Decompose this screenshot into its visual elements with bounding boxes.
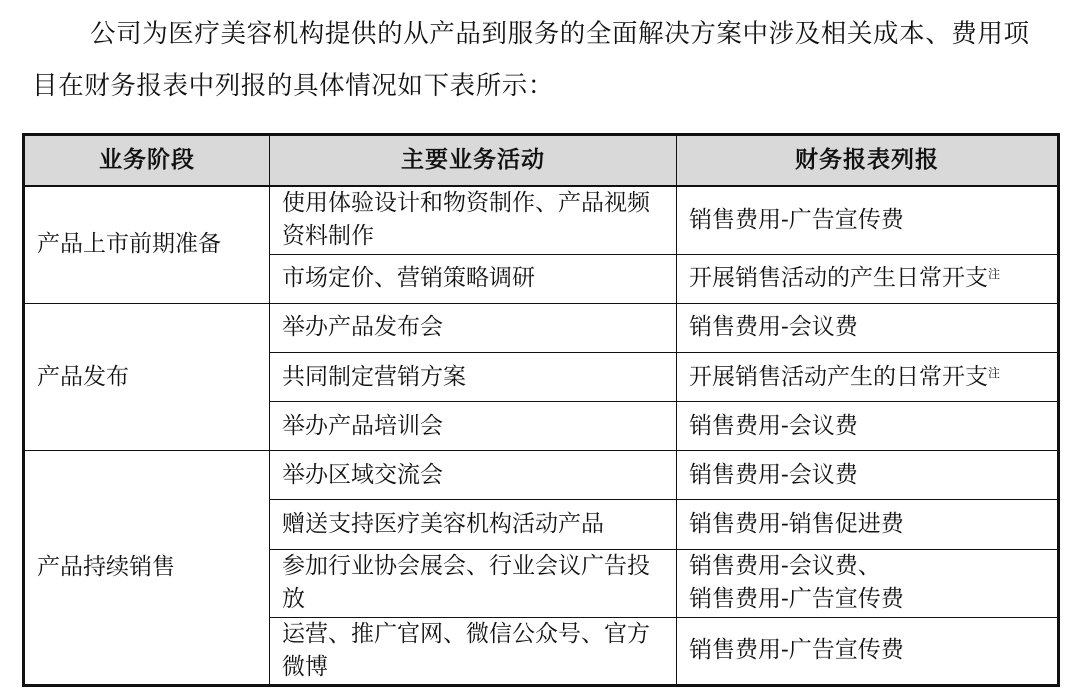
table-row <box>24 303 1059 352</box>
activity-cell: 参加行业协会展会、行业会议广告投放 <box>270 549 677 617</box>
header-main-activity: 主要业务活动 <box>270 135 677 187</box>
report-cell <box>677 549 1059 617</box>
report-cell <box>677 402 1059 451</box>
intro-paragraph: 公司为医疗美容机构提供的从产品到服务的全面解决方案中涉及相关成本、费用项目在财务报表中列报的具体情况如下表所示： <box>32 19 1030 101</box>
activity-cell: 举办产品发布会 <box>270 303 677 352</box>
report-cell <box>677 303 1059 352</box>
stage-cell: 产品上市前期准备 <box>24 186 270 303</box>
table-header-row <box>24 135 1059 187</box>
report-text: 销售费用-广告宣传费 <box>689 586 904 613</box>
activity-cell: 举办区域交流会 <box>270 451 677 500</box>
report-cell <box>677 254 1059 303</box>
header-business-stage: 业务阶段 <box>24 135 270 187</box>
activity-cell: 使用体验设计和物资制作、产品视频资料制作 <box>270 186 677 254</box>
report-cell <box>677 500 1059 549</box>
activity-cell: 举办产品培训会 <box>270 402 677 451</box>
footnote-marker: 注 <box>988 267 1001 282</box>
stage-cell: 产品发布 <box>24 303 270 450</box>
report-text: 销售费用-会议费、 <box>689 553 881 580</box>
report-text: 开展销售活动的产生日常开支 <box>689 265 988 292</box>
activity-cell: 赠送支持医疗美容机构活动产品 <box>270 500 677 549</box>
table-row <box>24 186 1059 254</box>
report-text: 销售费用-会议费 <box>689 412 858 439</box>
report-text: 销售费用-广告宣传费 <box>689 206 904 233</box>
footnote-marker: 注 <box>988 365 1001 380</box>
report-cell <box>677 352 1059 401</box>
header-report-item: 财务报表列报 <box>677 135 1059 187</box>
activity-cell: 市场定价、营销策略调研 <box>270 254 677 303</box>
report-text: 销售费用-会议费 <box>689 314 858 341</box>
stage-cell: 产品持续销售 <box>24 451 270 686</box>
report-text: 销售费用-广告宣传费 <box>689 637 904 664</box>
financial-report-table <box>22 133 1060 687</box>
activity-cell: 运营、推广官网、微信公众号、官方微博 <box>270 617 677 685</box>
report-text: 开展销售活动产生的日常开支 <box>689 363 988 390</box>
report-text: 销售费用-销售促进费 <box>689 510 904 537</box>
report-cell <box>677 186 1059 254</box>
activity-cell: 共同制定营销方案 <box>270 352 677 401</box>
table-row <box>24 451 1059 500</box>
report-cell <box>677 617 1059 685</box>
report-text: 销售费用-会议费 <box>689 461 858 488</box>
report-cell <box>677 451 1059 500</box>
